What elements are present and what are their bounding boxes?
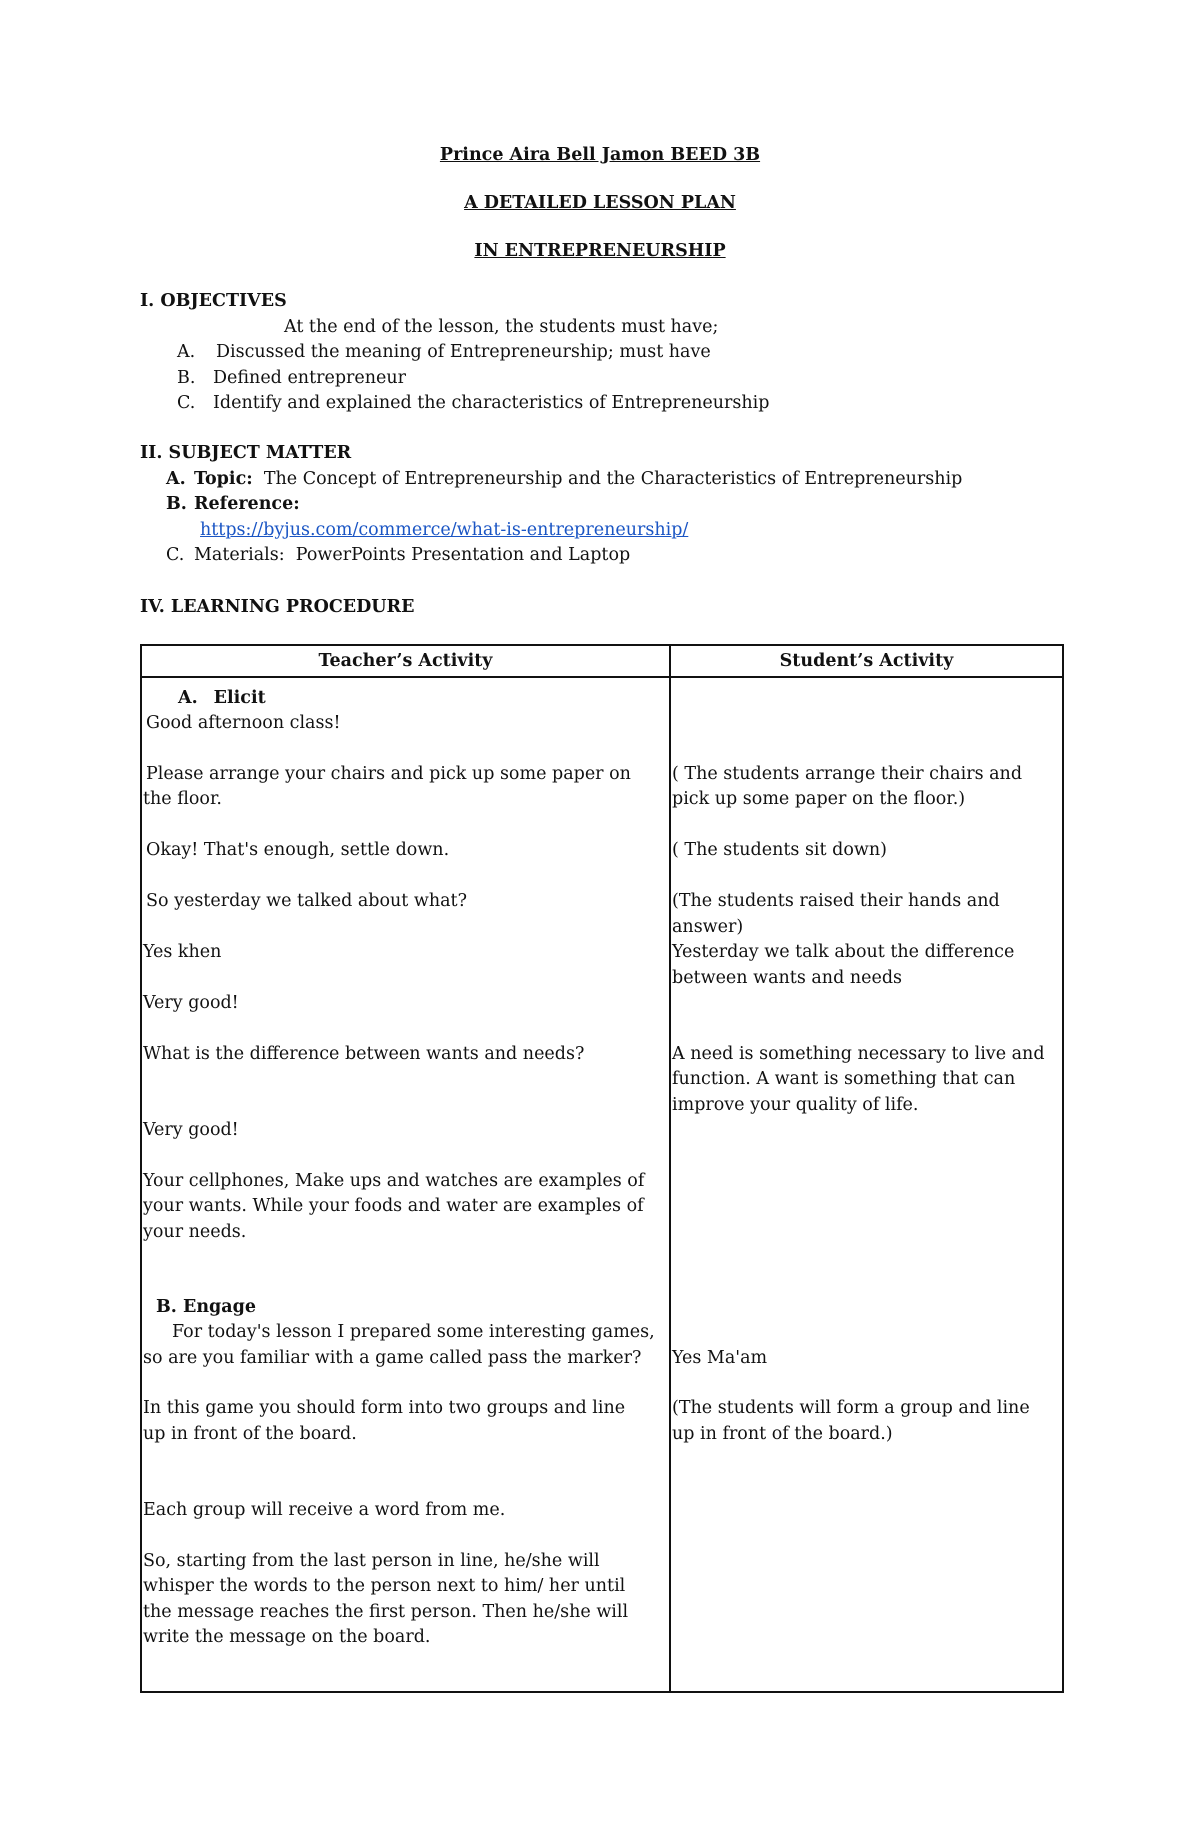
materials-label: C. xyxy=(166,545,185,565)
objective-text: Defined entrepreneur xyxy=(213,368,407,388)
student-line: ( The students sit down) xyxy=(672,840,887,860)
teacher-line: your wants. While your foods and water are examples of xyxy=(143,1196,644,1216)
teacher-line: So yesterday we talked about what? xyxy=(146,891,467,911)
teacher-line: up in front of the board. xyxy=(143,1424,357,1444)
objective-text: Discussed the meaning of Entrepreneurship; must have xyxy=(216,342,711,362)
student-line: ( The students arrange their chairs and xyxy=(672,764,1023,784)
elicit-title: Elicit xyxy=(213,688,266,708)
teacher-line: your needs. xyxy=(143,1222,247,1242)
document-subject: IN ENTREPRENEURSHIP xyxy=(474,241,726,261)
teacher-line: Very good! xyxy=(143,993,239,1013)
teacher-column-header: Teacher’s Activity xyxy=(141,645,670,677)
topic-text: The Concept of Entrepreneurship and the Characteristics of Entrepreneurship xyxy=(263,469,963,489)
student-line: pick up some paper on the floor.) xyxy=(672,789,966,809)
teacher-line: the message reaches the first person. Then he/she will xyxy=(143,1602,629,1622)
reference-link[interactable]: https://byjus.com/commerce/what-is-entrepreneurship/ xyxy=(200,520,689,540)
teacher-line: Good afternoon class! xyxy=(146,713,341,733)
engage-heading: B. Engage xyxy=(156,1297,256,1317)
teacher-line: Your cellphones, Make ups and watches are examples of xyxy=(143,1171,645,1191)
document-title: A DETAILED LESSON PLAN xyxy=(464,193,736,213)
student-line: Yesterday we talk about the difference xyxy=(672,942,1015,962)
teacher-line: Very good! xyxy=(143,1120,239,1140)
teacher-line: What is the difference between wants and needs? xyxy=(143,1044,585,1064)
materials-key: Materials: xyxy=(194,545,285,565)
student-line: (The students raised their hands and xyxy=(672,891,1000,911)
materials-line xyxy=(166,543,630,569)
student-column-header: Student’s Activity xyxy=(670,645,1063,677)
student-line: A need is something necessary to live and xyxy=(672,1044,1045,1064)
objective-label: A. xyxy=(177,342,196,362)
topic-line xyxy=(166,467,962,493)
teacher-line: So, starting from the last person in line, he/she will xyxy=(143,1551,600,1571)
student-line: between wants and needs xyxy=(672,968,903,988)
teacher-activity-cell xyxy=(141,677,670,1692)
table-header-row xyxy=(141,645,1063,677)
student-line: (The students will form a group and line xyxy=(672,1398,1030,1418)
student-line: up in front of the board.) xyxy=(672,1424,893,1444)
teacher-line: whisper the words to the person next to him/ her until xyxy=(143,1576,626,1596)
objective-text: Identify and explained the characteristics of Entrepreneurship xyxy=(213,393,770,413)
teacher-line: For today's lesson I prepared some interesting games, xyxy=(172,1322,655,1342)
objective-item-c xyxy=(177,391,769,417)
objective-label: B. xyxy=(177,368,196,388)
reference-line xyxy=(166,492,300,518)
table-row xyxy=(141,677,1063,1692)
objectives-intro: At the end of the lesson, the students must have; xyxy=(284,317,719,337)
teacher-line: write the message on the board. xyxy=(143,1627,431,1647)
objective-item-b xyxy=(177,366,406,392)
teacher-line: In this game you should form into two groups and line xyxy=(143,1398,626,1418)
teacher-line: Each group will receive a word from me. xyxy=(143,1500,506,1520)
objective-item-a xyxy=(177,340,711,366)
student-line: improve your quality of life. xyxy=(672,1095,919,1115)
reference-label: B. xyxy=(166,494,187,514)
student-line: function. A want is something that can xyxy=(672,1069,1016,1089)
procedure-heading: IV. LEARNING PROCEDURE xyxy=(140,597,415,617)
teacher-line: so are you familiar with a game called pass the marker? xyxy=(143,1348,642,1368)
objective-label: C. xyxy=(177,393,196,413)
teacher-line: Yes khen xyxy=(143,942,222,962)
teacher-line: Please arrange your chairs and pick up some paper on xyxy=(146,764,631,784)
reference-key: Reference: xyxy=(194,494,300,514)
elicit-heading xyxy=(178,686,266,712)
topic-label: A. xyxy=(166,469,186,489)
materials-text: PowerPoints Presentation and Laptop xyxy=(295,545,631,565)
author-line: Prince Aira Bell Jamon BEED 3B xyxy=(439,145,761,165)
objectives-heading: I. OBJECTIVES xyxy=(140,291,287,311)
student-activity-cell xyxy=(670,677,1063,1692)
elicit-label: A. xyxy=(178,688,198,708)
procedure-table xyxy=(140,644,1064,1693)
teacher-line: Okay! That's enough, settle down. xyxy=(146,840,450,860)
topic-key: Topic: xyxy=(194,469,253,489)
subject-matter-heading: II. SUBJECT MATTER xyxy=(140,443,352,463)
student-line: Yes Ma'am xyxy=(672,1348,768,1368)
teacher-line: the floor. xyxy=(143,789,222,809)
student-line: answer) xyxy=(672,917,744,937)
